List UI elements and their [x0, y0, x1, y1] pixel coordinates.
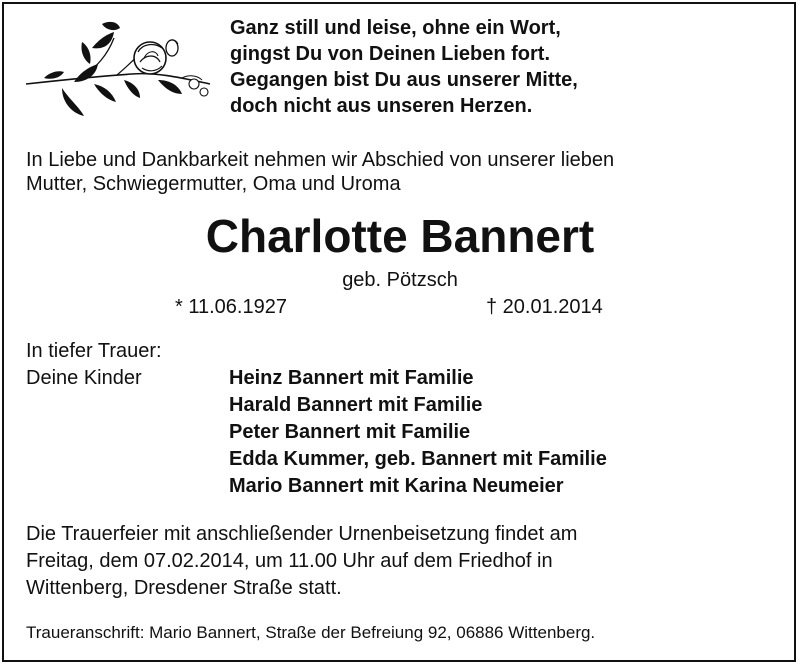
poem	[230, 15, 578, 119]
poem-line: gingst Du von Deinen Lieben fort.	[230, 43, 550, 65]
family-item: Peter Bannert mit Familie	[229, 421, 471, 443]
poem-line: doch nicht aus unseren Herzen.	[230, 95, 533, 117]
intro-line: In Liebe und Dankbarkeit nehmen wir Abschied von unserer lieben	[26, 149, 615, 171]
service-line: Freitag, dem 07.02.2014, um 11.00 Uhr auf dem Friedhof in	[26, 550, 553, 572]
poem-line: Gegangen bist Du aus unserer Mitte,	[230, 69, 578, 91]
mourning-address: Traueranschrift: Mario Bannert, Straße der Befreiung 92, 06886 Wittenberg.	[26, 623, 596, 642]
family-item: Heinz Bannert mit Familie	[229, 367, 474, 389]
death-date: † 20.01.2014	[486, 296, 603, 318]
family-list	[229, 365, 607, 500]
birth-date: * 11.06.1927	[175, 296, 287, 318]
service-line: Die Trauerfeier mit anschließender Urnenbeisetzung findet am	[26, 523, 578, 545]
deceased-name: Charlotte Bannert	[205, 210, 595, 262]
intro-text	[26, 148, 614, 196]
family-item: Harald Bannert mit Familie	[229, 394, 483, 416]
family-item: Mario Bannert mit Karina Neumeier	[229, 475, 564, 497]
intro-line: Mutter, Schwiegermutter, Oma und Uroma	[26, 173, 401, 195]
children-label: Deine Kinder	[26, 367, 142, 389]
mourners-labels	[26, 338, 162, 392]
service-line: Wittenberg, Dresdener Straße statt.	[26, 577, 342, 599]
family-item: Edda Kummer, geb. Bannert mit Familie	[229, 448, 607, 470]
service-info	[26, 521, 577, 602]
rose-icon	[22, 18, 214, 118]
poem-line: Ganz still und leise, ohne ein Wort,	[230, 17, 561, 39]
mourning-label: In tiefer Trauer:	[26, 340, 162, 362]
maiden-name: geb. Pötzsch	[342, 269, 458, 291]
